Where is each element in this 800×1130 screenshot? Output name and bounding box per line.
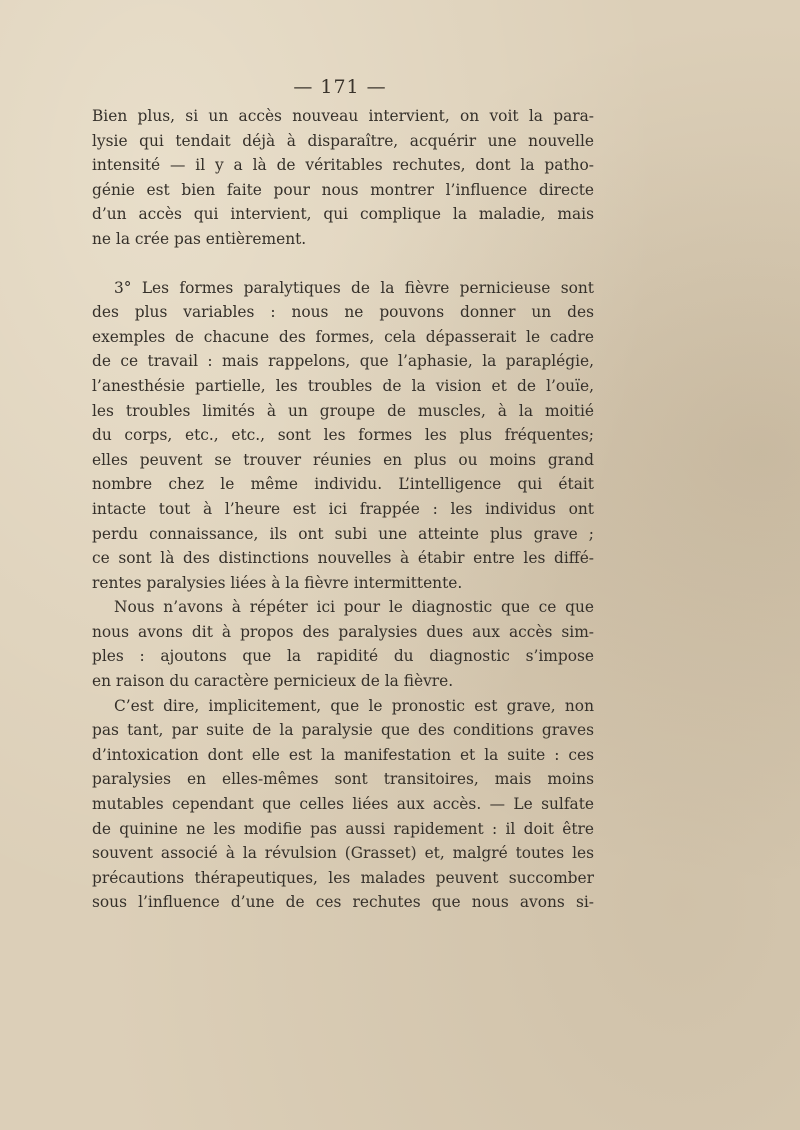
text-line: exemples de chacune des formes, cela dépasserait le cadre — [92, 327, 594, 346]
text-line: de ce travail : mais rappelons, que l’aphasie, la paraplégie, — [92, 352, 594, 371]
text-line: génie est bien faite pour nous montrer l’influence directe — [92, 180, 594, 199]
text-line: en raison du caractère pernicieux de la fièvre. — [92, 672, 454, 691]
text-line: d’un accès qui intervient, qui complique la maladie, mais — [92, 205, 594, 224]
text-line: pas tant, par suite de la paralysie que des conditions graves — [92, 721, 594, 740]
text-line: nous avons dit à propos des paralysies dues aux accès sim- — [92, 622, 594, 641]
paragraph-gap — [92, 252, 594, 276]
text-line: sous l’influence d’une de ces rechutes que nous avons si- — [92, 893, 594, 912]
paragraph-3 — [92, 595, 594, 693]
text-line: mutables cependant que celles liées aux accès. — Le sulfate — [92, 795, 594, 814]
text-line: de quinine ne les modifie pas aussi rapidement : il doit être — [92, 819, 594, 838]
paragraph-1 — [92, 104, 594, 252]
text-line: ce sont là des distinctions nouvelles à étabir entre les diffé- — [92, 549, 594, 568]
text-line: nombre chez le même individu. L’intelligence qui était — [92, 475, 594, 494]
text-line: ne la crée pas entièrement. — [92, 229, 307, 248]
text-line: ples : ajoutons que la rapidité du diagnostic s’impose — [92, 647, 594, 666]
text-line: perdu connaissance, ils ont subi une atteinte plus grave ; — [92, 524, 594, 543]
text-line: rentes paralysies liées à la fièvre intermittente. — [92, 573, 463, 592]
paragraph-2 — [92, 276, 594, 596]
text-line: du corps, etc., etc., sont les formes les plus fréquentes; — [92, 426, 594, 445]
text-line: lysie qui tendait déjà à disparaître, acquérir une nouvelle — [92, 131, 594, 150]
text-line: 3° Les formes paralytiques de la fièvre pernicieuse sont — [114, 278, 594, 297]
page-number: — 171 — — [293, 76, 387, 98]
text-line: intensité — il y a là de véritables rechutes, dont la patho- — [92, 156, 594, 175]
text-line: paralysies en elles-mêmes sont transitoires, mais moins — [92, 770, 594, 789]
text-line: elles peuvent se trouver réunies en plus ou moins grand — [92, 450, 594, 469]
text-line: intacte tout à l’heure est ici frappée : les individus ont — [92, 499, 594, 518]
text-line: souvent associé à la révulsion (Grasset) et, malgré toutes les — [92, 844, 594, 863]
text-line: C’est dire, implicitement, que le pronostic est grave, non — [114, 696, 594, 715]
text-line: l’anesthésie partielle, les troubles de la vision et de l’ouïe, — [92, 376, 594, 395]
paragraph-4 — [92, 694, 594, 915]
body-text — [92, 104, 594, 915]
text-line: des plus variables : nous ne pouvons donner un des — [92, 303, 594, 322]
text-line: les troubles limités à un groupe de muscles, à la moitié — [92, 401, 594, 420]
text-line: précautions thérapeutiques, les malades peuvent succomber — [92, 868, 594, 887]
text-line: Nous n’avons à répéter ici pour le diagnostic que ce que — [114, 598, 594, 617]
text-line: Bien plus, si un accès nouveau intervient, on voit la para- — [92, 107, 594, 125]
text-line: d’intoxication dont elle est la manifestation et la suite : ces — [92, 745, 594, 764]
